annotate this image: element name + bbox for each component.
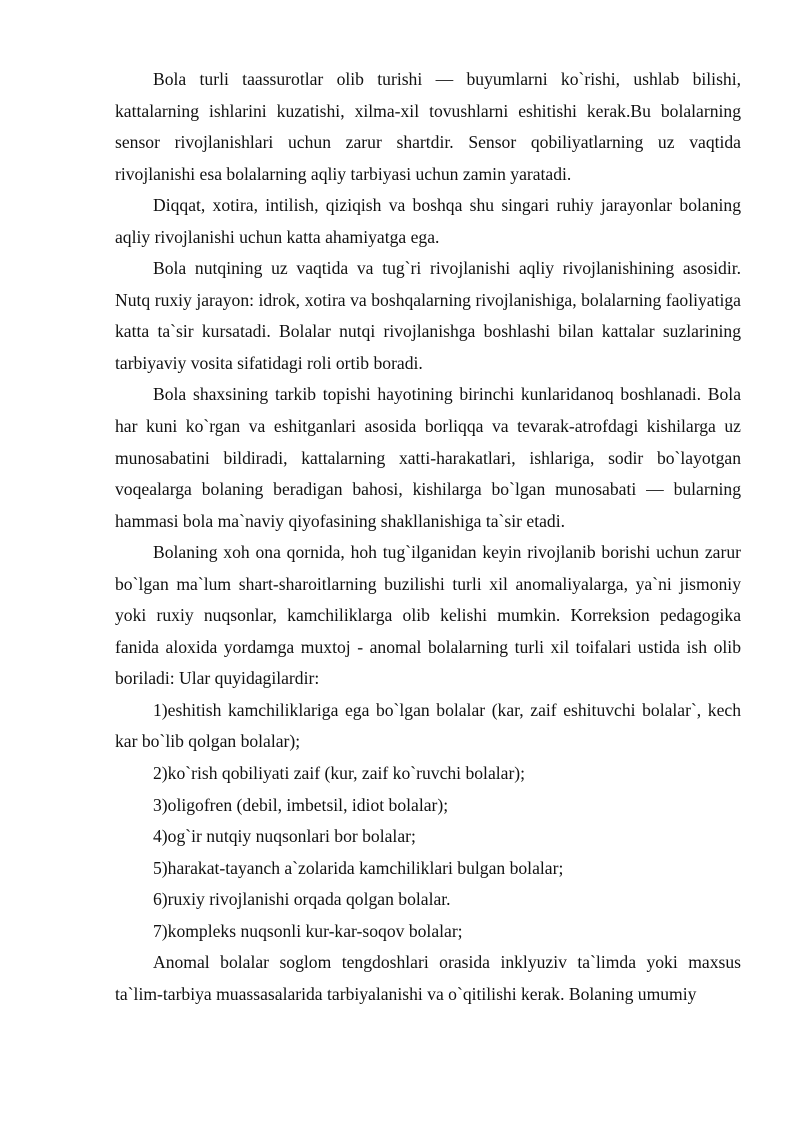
list-item-speech: 4)og`ir nutqiy nuqsonlari bor bolalar; [153,826,416,847]
paragraph-anomalies-intro: Bolaning xoh ona qornida, hoh tug`ilganidan keyin rivojlanib borishi uchun zarur bo`lgan ma`lum shart-sharoitlarning buzilishi turli xil anomaliyalarga, ya`ni jismoniy yoki ruxiy nuqsonlar, kamchiliklarga olib kelishi mumkin. Korreksion pedagogika fanida aloxida yordamga muxtoj - anomal bolalarning turli xil toifalari ustida ish olib boriladi: Ular quyidagilardir: [115,542,741,689]
list-item-mental-delay: 6)ruxiy rivojlanishi orqada qolgan bolalar. [153,889,451,910]
paragraph-sensory-impressions: Bola turli taassurotlar olib turishi — buyumlarni ko`rishi, ushlab bilishi, kattalarning ishlarini kuzatishi, xilma-xil tovushlarni eshitishi kerak.Bu bolalarning sensor rivojlanishlari uchun zarur shartdir. Sensor qobiliyatlarning uz vaqtida rivojlanishi esa bolalarning aqliy tarbiyasi uchun zamin yaratadi. [115,69,741,184]
document-page [115,64,741,1010]
paragraph-inclusive-education: Anomal bolalar soglom tengdoshlari orasida inklyuziv ta`limda yoki maxsus ta`lim-tarbiya muassasalarida tarbiyalanishi va o`qitilishi kerak. Bolaning umumiy [115,952,741,1004]
list-item-hearing: 1)eshitish kamchiliklariga ega bo`lgan bolalar (kar, zaif eshituvchi bolalar`, kech kar bo`lib qolgan bolalar); [115,699,741,752]
paragraph-speech-development: Bola nutqining uz vaqtida va tug`ri rivojlanishi aqliy rivojlanishining asosidir. Nutq ruxiy jarayon: idrok, xotira va boshqalarning rivojlanishiga, bolalarning faoliyatiga katta ta`sir kursatadi. Bolalar nutqi rivojlanishga boshlashi bilan kattalar suzlarining tarbiyaviy vosita sifatidagi roli ortib boradi. [115,258,741,373]
list-item-oligophrenia: 3)oligofren (debil, imbetsil, idiot bolalar); [153,794,449,815]
paragraph-attention-memory: Diqqat, xotira, intilish, qiziqish va boshqa shu singari ruhiy jarayonlar bolaning aqliy rivojlanishi uchun katta ahamiyatga ega. [115,195,741,247]
list-item-vision: 2)ko`rish qobiliyati zaif (kur, zaif ko`ruvchi bolalar); [153,763,526,784]
list-item-complex: 7)kompleks nuqsonli kur-kar-soqov bolalar; [153,920,463,941]
list-item-motor: 5)harakat-tayanch a`zolarida kamchiliklari bulgan bolalar; [153,857,564,878]
paragraph-personality-formation: Bola shaxsining tarkib topishi hayotining birinchi kunlaridanoq boshlanadi. Bola har kuni ko`rgan va eshitganlari asosida borliqqa va tevarak-atrofdagi kishilarga uz munosabatini bildiradi, kattalarning xatti-harakatlari, ishlariga, sodir bo`layotgan voqealarga bolaning beradigan bahosi, kishilarga bo`lgan munosabati — bularning hammasi bola ma`naviy qiyofasining shakllanishiga ta`sir etadi. [115,384,741,531]
anomaly-categories-list [115,695,741,947]
